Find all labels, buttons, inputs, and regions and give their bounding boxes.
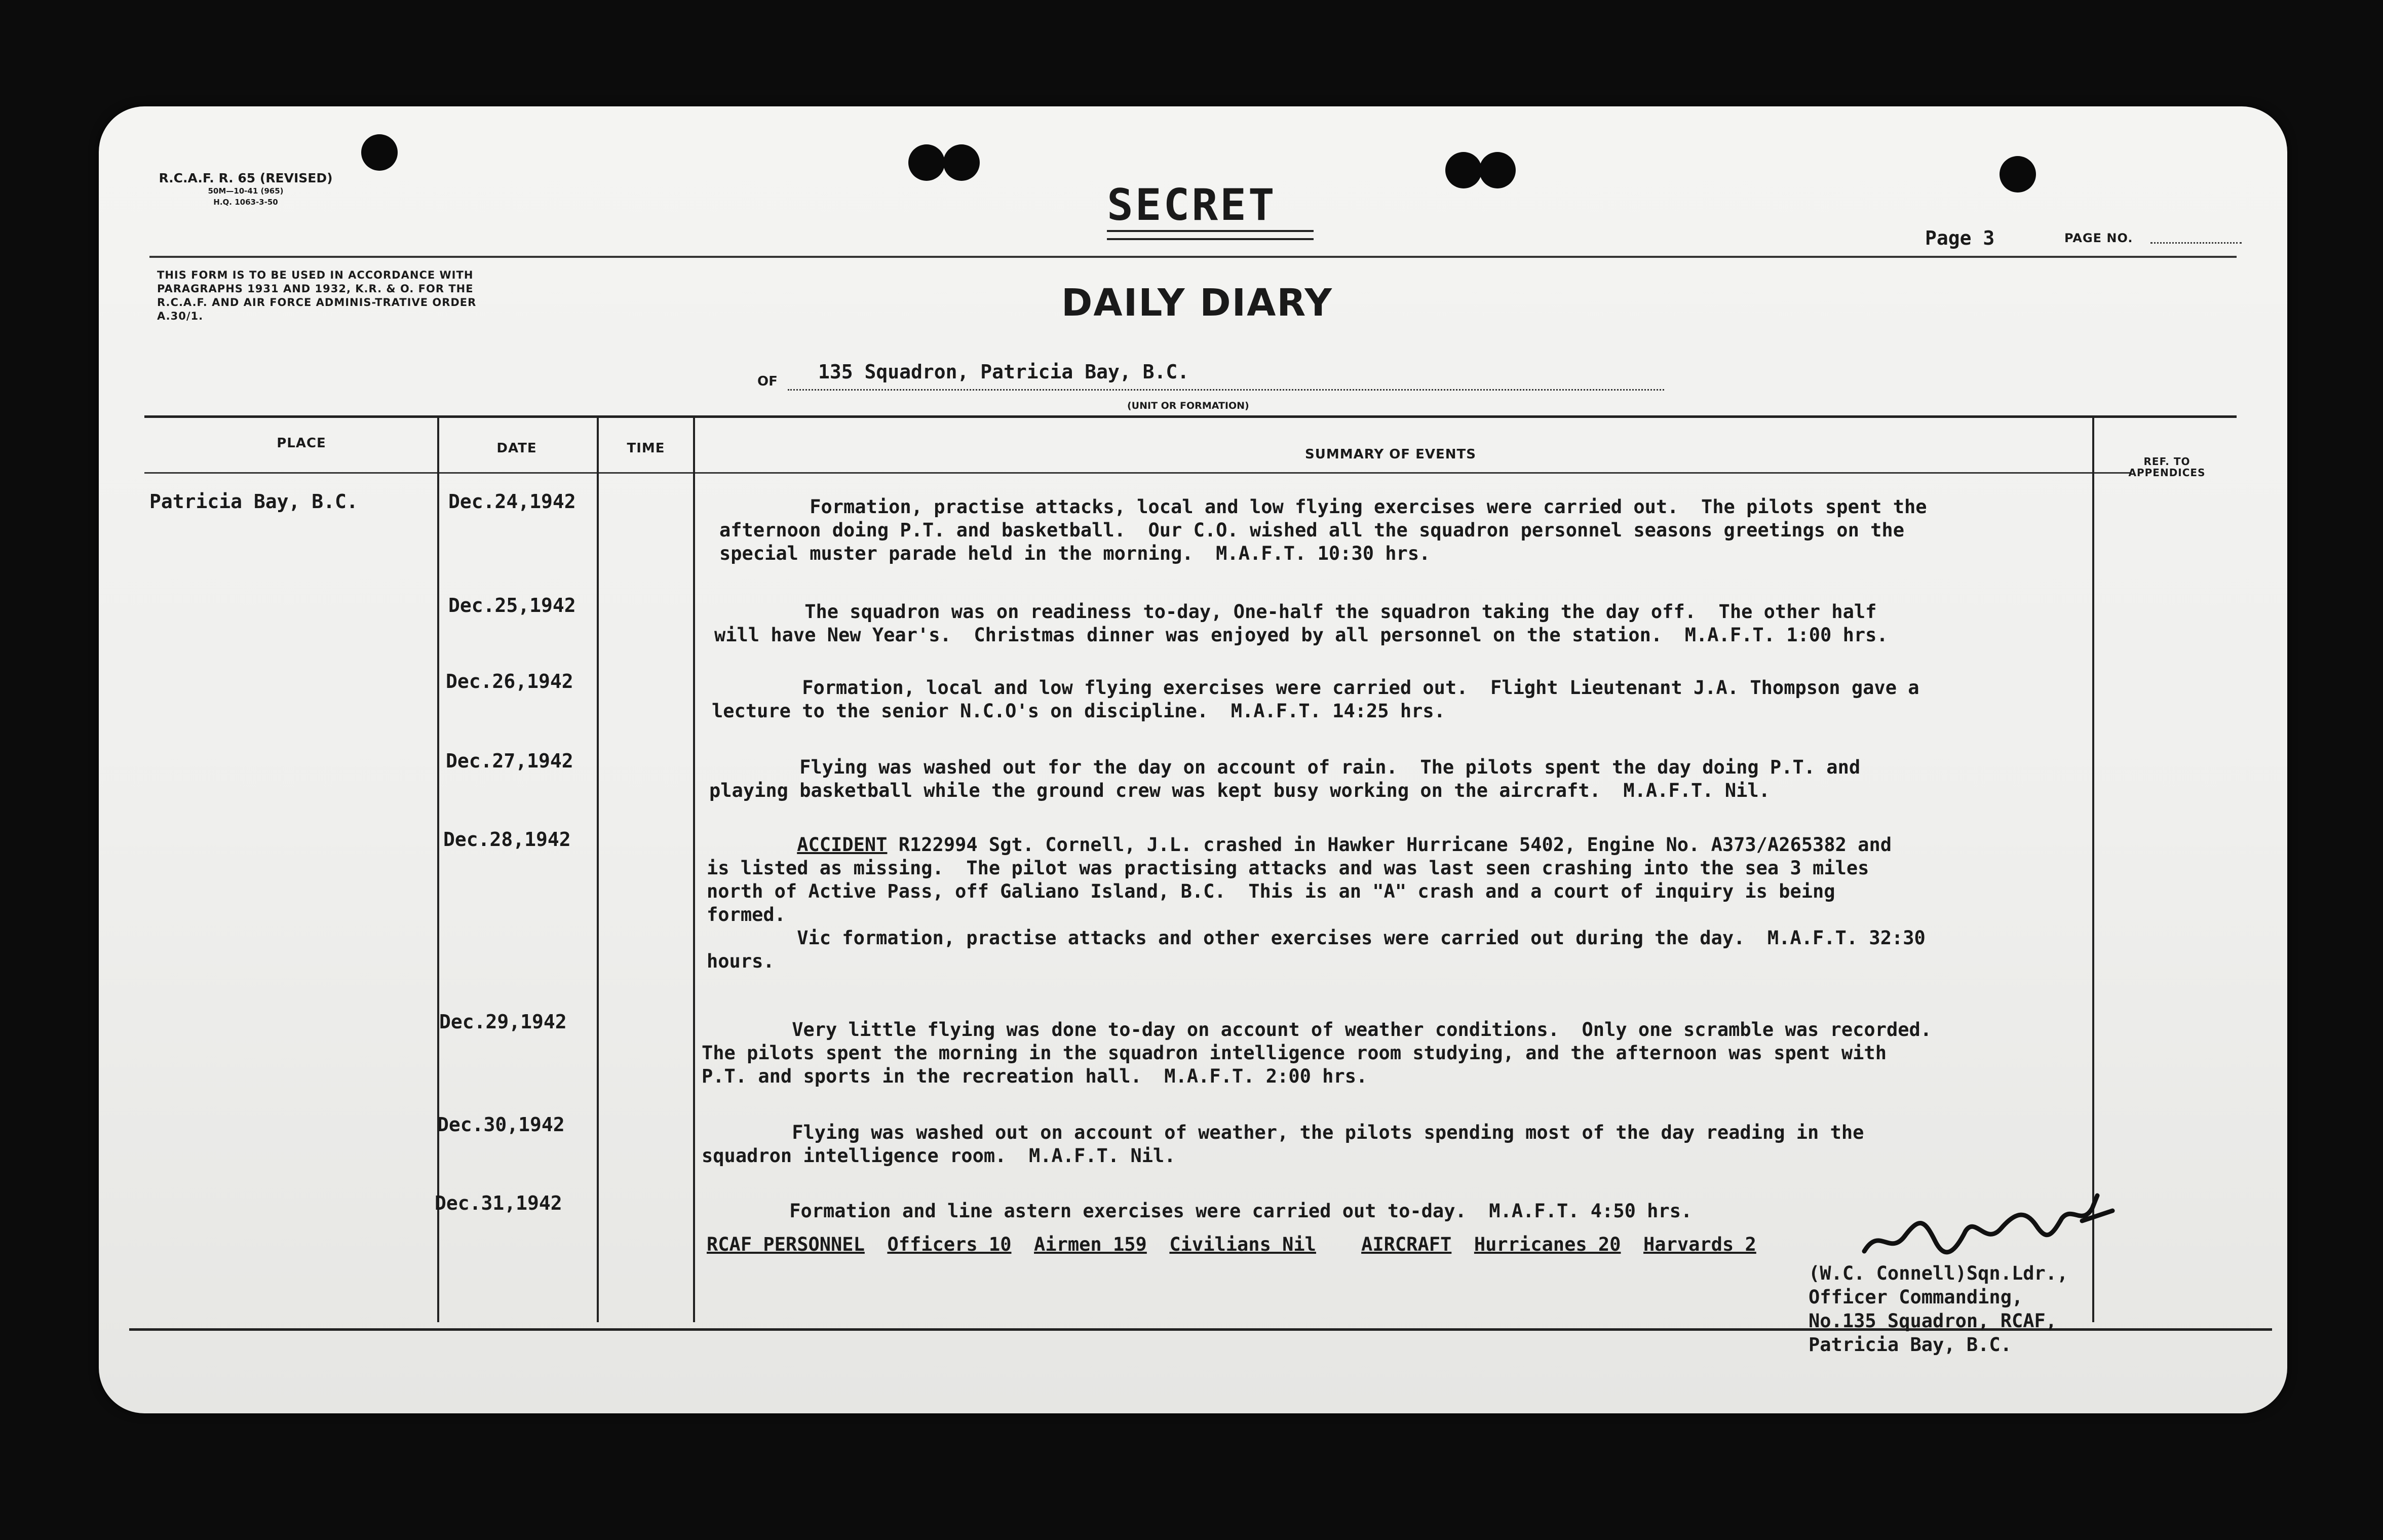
- column-header-date: DATE: [496, 441, 537, 456]
- form-rule-note: THIS FORM IS TO BE USED IN ACCORDANCE WITH PARAGRAPHS 1931 AND 1932, K.R. & O. FOR THE R.C.A.F. AND AIR FORCE ADMINIS-TRATIVE ORDER A.30/1.: [157, 269, 477, 322]
- entry-date: Dec.28,1942: [443, 828, 571, 851]
- entry-text: Very little flying was done to-day on account of weather conditions. Only one scramble was recorded. The pilots spent the morning in the squadron intelligence room studying, and the afternoon was spent with P.T. and sports in the recreation hall. M.A.F.T. 2:00 hrs.: [702, 1019, 1932, 1087]
- punch-hole: [908, 144, 945, 181]
- column-header-place: PLACE: [277, 436, 326, 451]
- entry-text: The squadron was on readiness to-day, One-half the squadron taking the day off. The other half will have New Year's. Christmas dinner was enjoyed by all personnel on the station. M.A.F.T. 1:00 hrs.: [714, 601, 1888, 646]
- civilians-count: Civilians Nil: [1169, 1234, 1316, 1255]
- punch-hole: [2000, 156, 2036, 192]
- form-print-code: 50M—10-41 (965): [208, 186, 284, 196]
- page-no-line: [2150, 242, 2242, 244]
- ref-label-line1: REF. TO: [2143, 455, 2190, 468]
- form-reference: [157, 171, 334, 208]
- ref-label-line2: APPENDICES: [2128, 467, 2206, 479]
- form-number: R.C.A.F. R. 65 (REVISED): [159, 171, 333, 185]
- entry-text: Formation, practise attacks, local and low flying exercises were carried out. The pilots spent the afternoon doing P.T. and basketball. Our C.O. wished all the squadron personnel seasons greetings on the special muster parade held in the morning. M.A.F.T. 10:30 hrs.: [719, 496, 1927, 564]
- entry-first-line: [707, 833, 1892, 857]
- diary-card: [99, 106, 2287, 1413]
- punch-hole: [1445, 152, 1482, 188]
- officers-count: Officers 10: [887, 1234, 1012, 1255]
- page-title: DAILY DIARY: [1061, 281, 1333, 325]
- secret-underline: [1107, 230, 1314, 240]
- unit-value: 135 Squadron, Patricia Bay, B.C.: [818, 361, 1189, 383]
- punch-hole: [361, 134, 398, 171]
- place-value: Patricia Bay, B.C.: [149, 490, 358, 513]
- column-divider: [437, 415, 439, 1322]
- handwritten-signature: [1859, 1190, 2123, 1266]
- page-no-label: PAGE NO.: [2064, 231, 2133, 245]
- airmen-count: Airmen 159: [1034, 1234, 1147, 1255]
- rcaf-personnel-label: RCAF PERSONNEL: [707, 1234, 865, 1255]
- column-divider: [2092, 415, 2094, 1322]
- entry-date: Dec.27,1942: [446, 750, 573, 772]
- entry-date: Dec.31,1942: [435, 1192, 562, 1214]
- accident-first-line: R122994 Sgt. Cornell, J.L. crashed in Hawker Hurricane 5402, Engine No. A373/A265382 and: [887, 834, 1892, 856]
- entry-date: Dec.26,1942: [446, 670, 573, 692]
- hurricanes-count: Hurricanes 20: [1474, 1234, 1621, 1255]
- entry-date: Dec.24,1942: [448, 490, 576, 513]
- unit-line: [788, 389, 1664, 391]
- column-divider: [693, 415, 695, 1322]
- column-header-time: TIME: [627, 441, 665, 456]
- entry-text: Formation and line astern exercises were carried out to-day. M.A.F.T. 4:50 hrs.: [699, 1200, 1693, 1222]
- unit-caption: (UNIT OR FORMATION): [1127, 400, 1249, 411]
- column-divider: [597, 415, 599, 1322]
- punch-hole: [1479, 152, 1516, 188]
- of-label: OF: [757, 374, 778, 389]
- entry-text: is listed as missing. The pilot was practising attacks and was last seen crashing into the sea 3 miles north of Active Pass, off Galiano Island, B.C. This is an "A" crash and a court of inquiry is being formed. Vic formation, practise attacks and other exercises were carried out during the day. M.A.F.T. 32:30 hours.: [707, 857, 1926, 972]
- table-header-rule: [144, 472, 2130, 474]
- entry-date: Dec.30,1942: [437, 1113, 565, 1136]
- personnel-summary: [707, 1234, 1756, 1255]
- column-header-ref: [2097, 456, 2237, 478]
- harvards-count: Harvards 2: [1643, 1234, 1756, 1255]
- entry-text: Formation, local and low flying exercises were carried out. Flight Lieutenant J.A. Thompson gave a lecture to the senior N.C.O's on discipline. M.A.F.T. 14:25 hrs.: [712, 677, 1919, 722]
- entry-date: Dec.25,1942: [448, 594, 576, 617]
- punch-hole: [943, 144, 980, 181]
- form-hq: H.Q. 1063-3-50: [213, 198, 278, 207]
- header-divider: [149, 256, 2237, 258]
- entry-text: Flying was washed out for the day on account of rain. The pilots spent the day doing P.T. and playing basketball while the ground crew was kept busy working on the aircraft. M.A.F.T. Nil.: [709, 756, 1861, 801]
- column-header-summary: SUMMARY OF EVENTS: [1305, 447, 1476, 462]
- signature-block: (W.C. Connell)Sqn.Ldr., Officer Commanding, No.135 Squadron, RCAF, Patricia Bay, B.C.: [1809, 1262, 2068, 1356]
- page-number-handwritten: Page 3: [1925, 227, 1995, 249]
- entry-text: Flying was washed out on account of weather, the pilots spending most of the day reading in the squadron intelligence room. M.A.F.T. Nil.: [702, 1122, 1864, 1167]
- secret-stamp: SECRET: [1107, 180, 1277, 230]
- accident-label: ACCIDENT: [797, 834, 888, 856]
- table-top-rule: [144, 415, 2237, 418]
- entry-date: Dec.29,1942: [439, 1011, 567, 1033]
- aircraft-label: AIRCRAFT: [1361, 1234, 1452, 1255]
